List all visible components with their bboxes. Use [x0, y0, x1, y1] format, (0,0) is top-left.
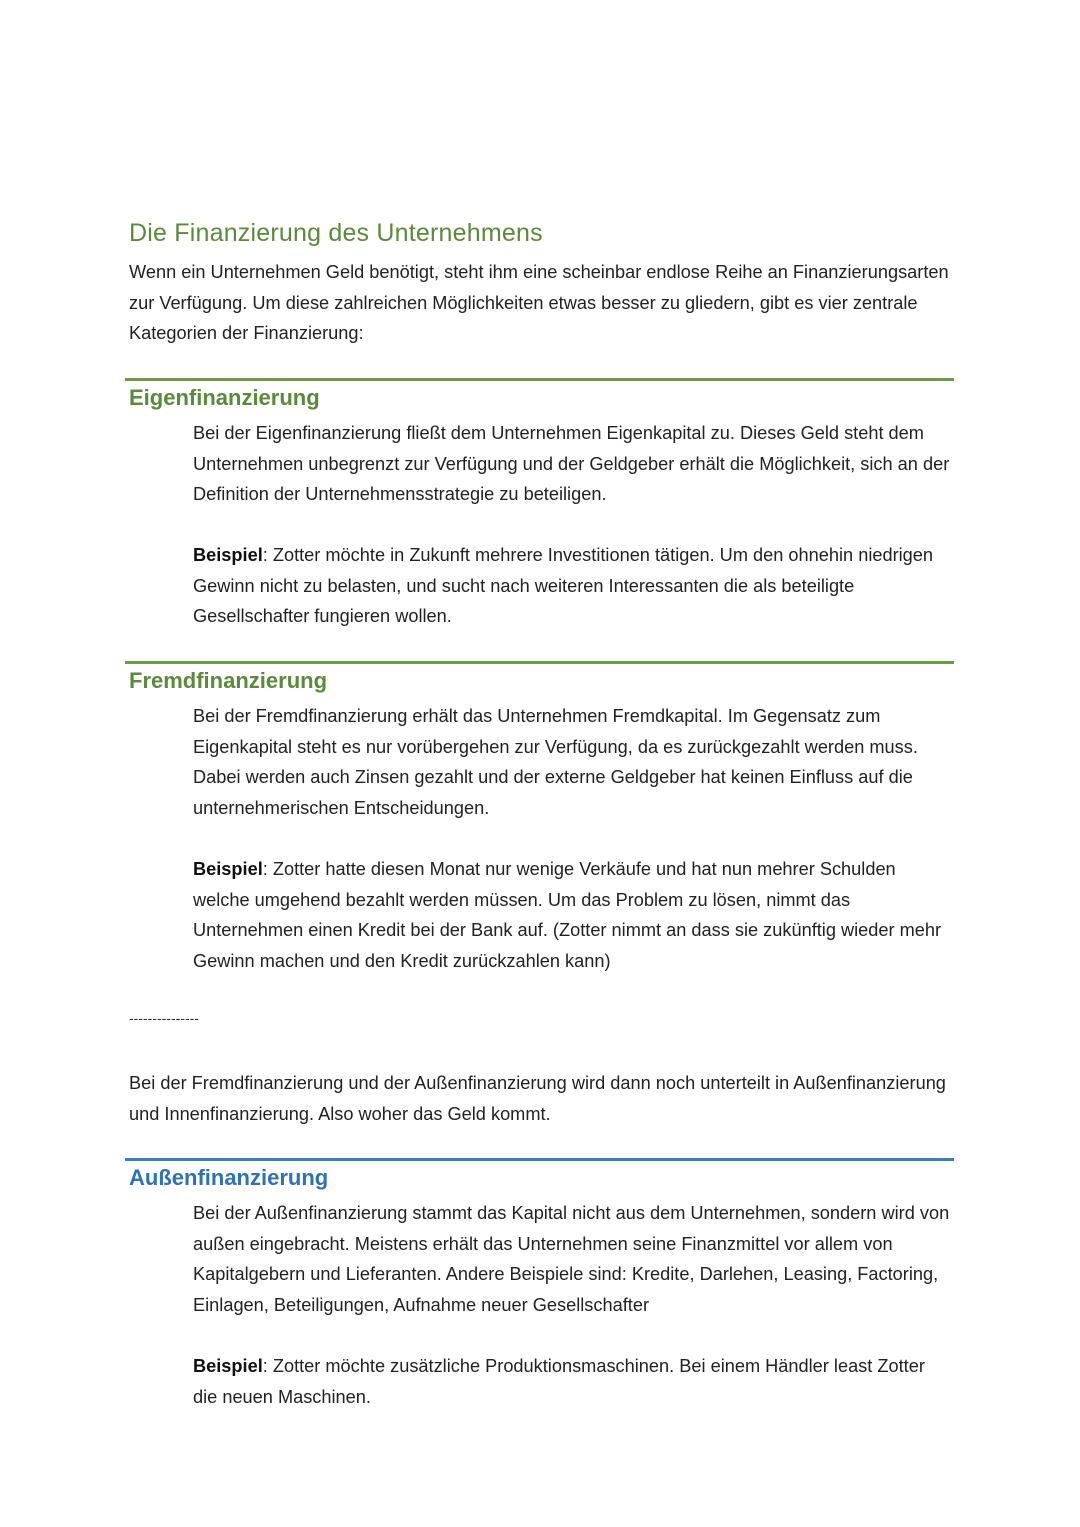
example-text: : Zotter möchte zusätzliche Produktionsmaschinen. Bei einem Händler least Zotter die neuen Maschinen.: [193, 1356, 925, 1407]
section-divider: [125, 661, 954, 664]
example-text: : Zotter möchte in Zukunft mehrere Investitionen tätigen. Um den ohnehin niedrigen Gewinn nicht zu belasten, und sucht nach weiteren Interessanten die als beteiligte Gesellschafter fungieren wollen.: [193, 545, 934, 626]
intro-paragraph: Wenn ein Unternehmen Geld benötigt, steht ihm eine scheinbar endlose Reihe an Finanzierungsarten zur Verfügung. Um diese zahlreichen Möglichkeiten etwas besser zu gliedern, gibt es vier zentrale Kategorien der Finanzierung:: [129, 262, 949, 343]
heading-fremdfinanzierung: Fremdfinanzierung: [129, 668, 328, 693]
heading-eigenfinanzierung: Eigenfinanzierung: [129, 385, 320, 410]
aussenfinanzierung-example: [193, 1351, 953, 1412]
transition-paragraph: Bei der Fremdfinanzierung und der Außenfinanzierung wird dann noch unterteilt in Außenfinanzierung und Innenfinanzierung. Also woher das Geld kommt.: [129, 1073, 946, 1124]
example-text: : Zotter hatte diesen Monat nur wenige Verkäufe und hat nun mehrer Schulden welche umgehend bezahlt werden müssen. Um das Problem zu lösen, nimmt das Unternehmen einen Kredit bei der Bank auf. (Zotter nimmt an dass sie zukünftig wieder mehr Gewinn machen und den Kredit zurückzahlen kann): [193, 859, 942, 971]
example-label: Beispiel: [193, 545, 263, 565]
section-divider: [125, 1158, 954, 1161]
example-label: Beispiel: [193, 1356, 263, 1376]
example-label: Beispiel: [193, 859, 263, 879]
aussenfinanzierung-text: Bei der Außenfinanzierung stammt das Kapital nicht aus dem Unternehmen, sondern wird von außen eingebracht. Meistens erhält das Unternehmen seine Finanzmittel vor allem von Kapitalgebern und Lieferanten. Andere Beispiele sind: Kredite, Darlehen, Leasing, Factoring, Einlagen, Beteiligungen, Aufnahme neuer Gesellschafter: [193, 1203, 950, 1315]
fremdfinanzierung-text: Bei der Fremdfinanzierung erhält das Unternehmen Fremdkapital. Im Gegensatz zum Eigenkapital steht es nur vorübergehen zur Verfügung, da es zurückgezahlt werden muss. Dabei werden auch Zinsen gezahlt und der externe Geldgeber hat keinen Einfluss auf die unternehmerischen Entscheidungen.: [193, 706, 918, 818]
fremdfinanzierung-example: [193, 854, 953, 976]
section-divider: [125, 378, 954, 381]
eigenfinanzierung-text: Bei der Eigenfinanzierung fließt dem Unternehmen Eigenkapital zu. Dieses Geld steht dem Unternehmen unbegrenzt zur Verfügung und der Geldgeber erhält die Möglichkeit, sich an der Definition der Unternehmensstrategie zu beteiligen.: [193, 423, 950, 504]
eigenfinanzierung-example: [193, 540, 953, 632]
heading-aussenfinanzierung: Außenfinanzierung: [129, 1165, 329, 1190]
page-title: Die Finanzierung des Unternehmens: [129, 219, 543, 247]
dashed-separator: ---------------: [129, 1010, 199, 1026]
